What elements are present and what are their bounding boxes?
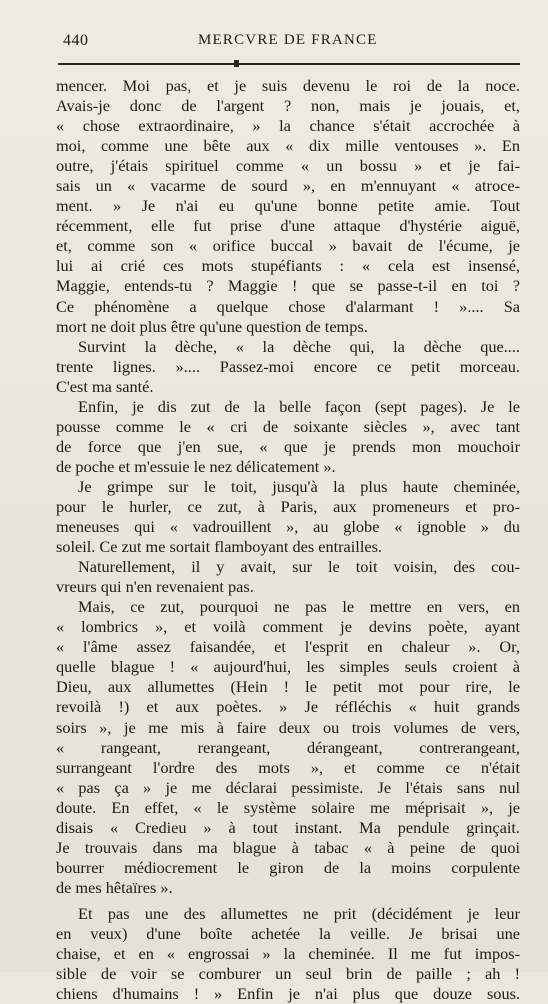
text-line: Ce phénomène a quelque chose d'alarmant ! ».... Sa bbox=[56, 296, 520, 316]
page-header bbox=[58, 32, 520, 62]
text-line: Avais-je donc de l'argent ? non, mais je jouais, et, bbox=[56, 96, 520, 116]
text-line: Naturellement, il y avait, sur le toit voisin, des cou- bbox=[78, 557, 520, 577]
text-line: en veux) d'une boîte achetée la veille. Je brisai une bbox=[56, 923, 520, 943]
text-line: Maggie, entends-tu ? Maggie ! que se passe-t-il en toi ? bbox=[56, 276, 520, 296]
text-line: Enfin, je dis zut de la belle façon (sept pages). Je le bbox=[78, 396, 520, 416]
text-line: Je trouvais dans ma blague à tabac « à peine de quoi bbox=[56, 837, 520, 857]
text-line: « l'âme assez faisandée, et l'esprit en chaleur ». Or, bbox=[56, 637, 520, 657]
text-line: chiens d'humains ! » Enfin je n'ai plus que douze sous. bbox=[56, 984, 520, 1004]
text-line: soleil. Ce zut me sortait flamboyant des entrailles. bbox=[56, 537, 382, 557]
text-line: disais « Credieu » à tout instant. Ma pendule grinçait. bbox=[56, 817, 520, 837]
text-line: lui ai crié ces mots stupéfiants : « cela est insensé, bbox=[56, 256, 520, 276]
text-line: de poche et m'essuie le nez délicatement ». bbox=[56, 456, 336, 476]
text-line: outre, j'étais spirituel comme « un bossu » et je fai- bbox=[56, 156, 520, 176]
text-line: mort ne doit plus être qu'une question de temps. bbox=[56, 316, 368, 336]
header-rule bbox=[58, 63, 520, 65]
text-line: « rangeant, rerangeant, dérangeant, contrerangeant, bbox=[56, 737, 520, 757]
text-line: quelle blague ! « aujourd'hui, les simples seuls croient à bbox=[56, 657, 520, 677]
text-line: de force que j'en sue, « que je prends mon mouchoir bbox=[56, 436, 520, 456]
text-line: récemment, elle fut prise d'une attaque d'hystérie aiguë, bbox=[56, 216, 520, 236]
text-line: « lombrics », et voilà comment je devins poète, ayant bbox=[56, 617, 520, 637]
text-line: pousse comme le « cri de soixante siècles », avec tant bbox=[56, 416, 520, 436]
text-line: pour le hurler, ce zut, à Paris, aux promeneurs et pro- bbox=[56, 496, 520, 516]
text-line: « chose extraordinaire, » la chance s'était accrochée à bbox=[56, 116, 520, 136]
text-line: C'est ma santé. bbox=[56, 376, 154, 396]
text-line: mencer. Moi pas, et je suis devenu le roi de la noce. bbox=[56, 76, 520, 95]
text-line: Je grimpe sur le toit, jusqu'à la plus haute cheminée, bbox=[78, 476, 520, 496]
body-text bbox=[56, 76, 520, 1004]
text-line: « pas ça » je me déclarai pessimiste. Je l'étais sans nul bbox=[56, 777, 520, 797]
text-line: soirs », je me mis à faire deux ou trois volumes de vers, bbox=[56, 717, 520, 737]
running-title: MERCVRE DE FRANCE bbox=[198, 32, 378, 48]
header-rule-mark bbox=[234, 60, 239, 67]
text-line: sible de voir se comburer un seul brin de paille ; ah ! bbox=[56, 964, 520, 984]
text-line: sais un « vacarme de sourd », en m'ennuyant « atroce- bbox=[56, 176, 520, 196]
page-number: 440 bbox=[63, 32, 89, 49]
text-line: Et pas une des allumettes ne prit (décidément je leur bbox=[78, 903, 520, 923]
text-line: Mais, ce zut, pourquoi ne pas le mettre en vers, en bbox=[78, 597, 520, 617]
text-line: vreurs qui n'en revenaient pas. bbox=[56, 577, 254, 597]
text-line: doute. En effet, « le système solaire me méprisait », je bbox=[56, 797, 520, 817]
text-line: trente lignes. ».... Passez-moi encore ce petit morceau. bbox=[56, 356, 520, 376]
text-line: surrangeant l'ordre des mots », et comme ce n'était bbox=[56, 757, 520, 777]
text-line: chaise, et en « engrossai » la cheminée. Il me fut impos- bbox=[56, 944, 520, 964]
text-line: meneuses qui « vadrouillent », au globe « ignoble » du bbox=[56, 517, 520, 537]
text-line: ment. » Je n'ai eu qu'une bonne petite amie. Tout bbox=[56, 196, 520, 216]
text-line: Survint la dèche, « la dèche qui, la dèche que.... bbox=[78, 336, 520, 356]
text-line: et, comme son « orifice buccal » bavait de l'écume, je bbox=[56, 236, 520, 256]
text-line: revoilà !) et aux poètes. » Je réfléchis « huit grands bbox=[56, 697, 520, 717]
text-line: moi, comme une bête aux « dix mille ventouses ». En bbox=[56, 136, 520, 156]
text-line: bourrer médiocrement le giron de la moins corpulente bbox=[56, 857, 520, 877]
text-line: Dieu, aux allumettes (Hein ! le petit mot pour rire, le bbox=[56, 677, 520, 697]
text-line: de mes hêtaïres ». bbox=[56, 877, 173, 897]
